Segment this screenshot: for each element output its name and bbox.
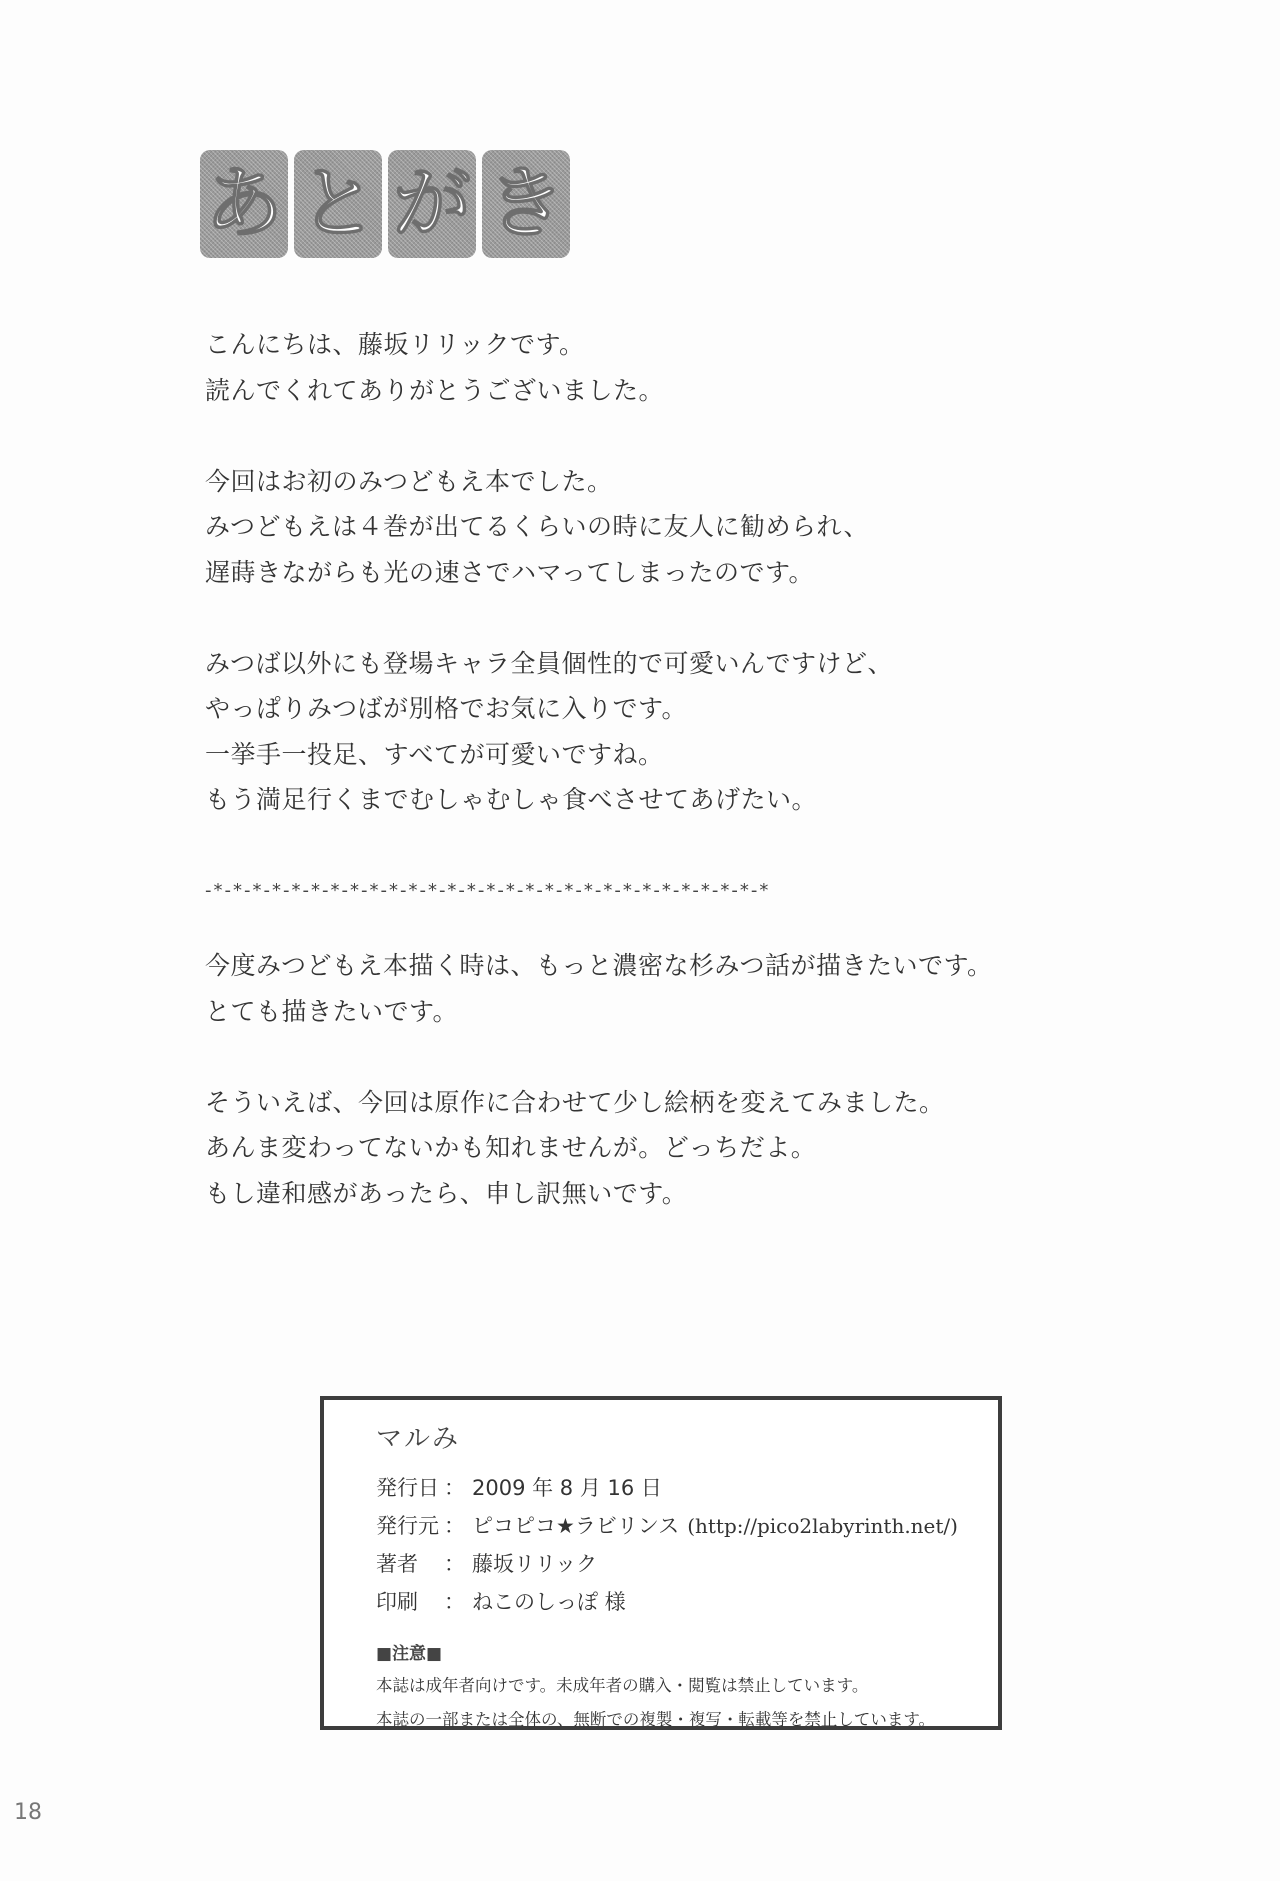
publisher-url: (http://pico2labyrinth.net/) xyxy=(687,1514,958,1538)
paragraph xyxy=(205,943,1105,1034)
colophon-row-author xyxy=(376,1545,998,1583)
row-value: ねこのしっぽ 様 xyxy=(472,1590,626,1614)
paragraph xyxy=(205,1080,1105,1217)
colophon-row-publisher xyxy=(376,1507,998,1545)
text-line: あんま変わってないかも知れませんが。どっちだよ。 xyxy=(205,1133,817,1162)
text-line: そういえば、今回は原作に合わせて少し絵柄を変えてみました。 xyxy=(205,1087,945,1117)
colophon-row-publish-date xyxy=(376,1469,998,1507)
notice-line: 本誌は成年者向けです。未成年者の購入・閲覧は禁止しています。 xyxy=(376,1676,869,1695)
text-line: とても描きたいです。 xyxy=(205,996,459,1026)
text-line: もう満足行くまでむしゃむしゃ食べさせてあげたい。 xyxy=(205,785,818,814)
text-line: もし違和感があったら、申し訳無いです。 xyxy=(205,1178,688,1208)
notice-line: 本誌の一部または全体の、無断での複製・複写・転載等を禁止しています。 xyxy=(376,1710,936,1729)
row-label: 発行元 xyxy=(376,1514,439,1538)
row-value: 2009 年 8 月 16 日 xyxy=(472,1476,662,1500)
book-title: マルみ xyxy=(376,1424,461,1454)
row-separator: ： xyxy=(444,1514,465,1538)
notice-heading: ■注意■ xyxy=(376,1644,443,1664)
title-tile: き xyxy=(482,150,570,258)
text-line: 遅蒔きながらも光の速さでハマってしまったのです。 xyxy=(205,557,815,587)
row-label: 印刷 xyxy=(376,1590,418,1614)
text-line: みつどもえは４巻が出てるくらいの時に友人に勧められ、 xyxy=(205,512,870,541)
text-line: 今度みつどもえ本描く時は、もっと濃密な杉みつ話が描きたいです。 xyxy=(205,951,993,980)
row-separator: ： xyxy=(444,1476,465,1500)
row-value: 藤坂リリック xyxy=(472,1552,598,1576)
text-line: 今回はお初のみつどもえ本でした。 xyxy=(205,466,613,496)
colophon-row-printer xyxy=(376,1583,998,1621)
page-number: 18 xyxy=(14,1800,42,1825)
row-value: ピコピコ★ラビリンス xyxy=(472,1514,680,1538)
text-line: こんにちは、藤坂リリックです。 xyxy=(205,330,585,359)
paragraph xyxy=(205,641,1105,823)
paragraph xyxy=(205,459,1105,596)
row-label: 発行日 xyxy=(376,1476,439,1500)
text-line: やっぱりみつばが別格でお気に入りです。 xyxy=(205,694,688,723)
row-separator: ： xyxy=(444,1590,465,1614)
row-separator: ： xyxy=(444,1552,465,1576)
colophon-box xyxy=(320,1396,1002,1730)
text-line: 読んでくれてありがとうございました。 xyxy=(205,375,665,405)
separator-line: -*-*-*-*-*-*-*-*-*-*-*-*-*-*-*-*-*-*-*-*-*-*-*-*-*-*-*-*-* xyxy=(205,880,771,901)
text-line: 一挙手一投足、すべてが可愛いですね。 xyxy=(205,739,664,769)
title-tile: と xyxy=(294,150,382,258)
title-tile: が xyxy=(388,150,476,258)
afterword-body xyxy=(205,322,1105,1262)
text-line: みつば以外にも登場キャラ全員個性的で可愛いんですけど、 xyxy=(205,648,894,678)
row-label: 著者 xyxy=(376,1552,418,1576)
afterword-title xyxy=(200,150,570,258)
title-tile: あ xyxy=(200,150,288,258)
paragraph xyxy=(205,322,1105,413)
